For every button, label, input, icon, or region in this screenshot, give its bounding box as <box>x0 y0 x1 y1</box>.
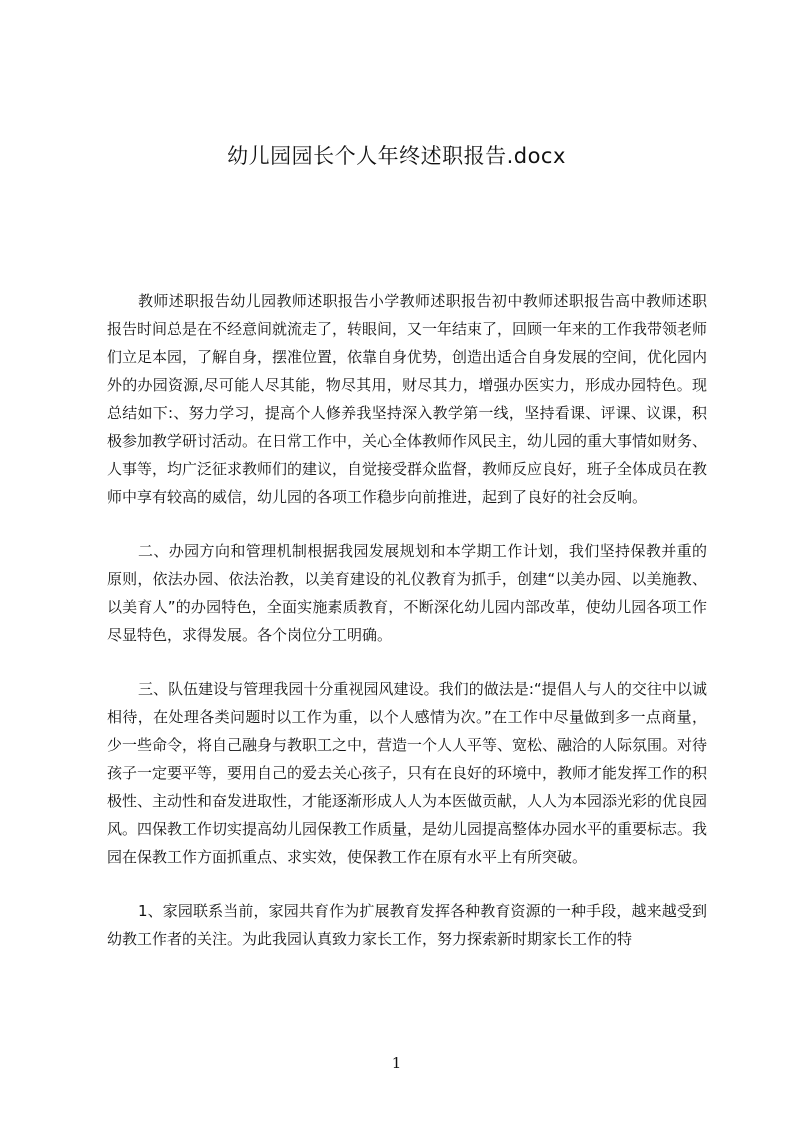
page-number: 1 <box>391 1054 402 1072</box>
paragraph-2: 二、办园方向和管理机制根据我园发展规划和本学期工作计划，我们坚持保教并重的原则，依法办园、依法治教，以美育建设的礼仪教育为抓手，创建“以美办园、以美施教、以美育人”的办园特色，全面实施素质教育，不断深化幼儿园内部改革，使幼儿园各项工作尽显特色，求得发展。各个岗位分工明确。 <box>107 542 707 644</box>
paragraph-4: 1、家园联系当前，家园共育作为扩展教育发挥各种教育资源的一种手段，越来越受到幼教工作者的关注。为此我园认真致力家长工作，努力探索新时期家长工作的特 <box>107 902 707 948</box>
document-title: 幼儿园园长个人年终述职报告.docx <box>227 144 566 168</box>
paragraph-1: 教师述职报告幼儿园教师述职报告小学教师述职报告初中教师述职报告高中教师述职报告时间总是在不经意间就流走了，转眼间，又一年结束了，回顾一年来的工作我带领老师们立足本园，了解自身，摆准位置，依靠自身优势，创造出适合自身发展的空间，优化园内外的办园资源,尽可能人尽其能，物尽其用，财尽其力，增强办医实力，形成办园特色。现总结如下:、努力学习，提高个人修养我坚持深入教学第一线，坚持看课、评课、议课，积极参加教学研讨活动。在日常工作中，关心全体教师作风民主，幼儿园的重大事情如财务、人事等，均广泛征求教师们的建议，自觉接受群众监督，教师反应良好，班子全体成员在教师中享有较高的威信，幼儿园的各项工作稳步向前推进，起到了良好的社会反响。 <box>107 292 708 506</box>
paragraph-3: 三、队伍建设与管理我园十分重视园风建设。我们的做法是:“提倡人与人的交往中以诚相待，在处理各类问题时以工作为重，以个人感情为次。”在工作中尽量做到多一点商量，少一些命令，将自己融身与教职工之中，营造一个人人平等、宽松、融洽的人际氛围。对待孩子一定要平等，要用自己的爱去关心孩子，只有在良好的环境中，教师才能发挥工作的积极性、主动性和奋发进取性，才能逐渐形成人人为本医做贡献，人人为本园添光彩的优良园风。四保教工作切实提高幼儿园保教工作质量，是幼儿园提高整体办园水平的重要标志。我园在保教工作方面抓重点、求实效，使保教工作在原有水平上有所突破。 <box>107 680 708 866</box>
document-body <box>107 287 707 979</box>
